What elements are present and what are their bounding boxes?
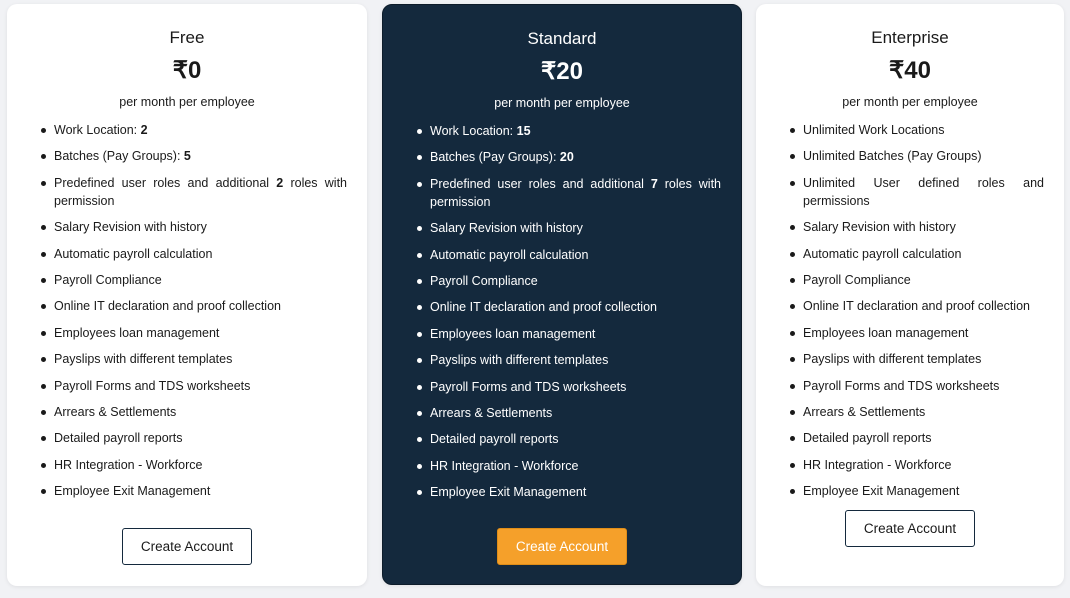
feature-item	[417, 325, 721, 343]
feature-text: Batches (Pay Groups):	[430, 150, 560, 165]
feature-item	[417, 272, 721, 290]
feature-text: Payslips with different templates	[54, 352, 233, 367]
feature-item	[417, 430, 721, 448]
bullet-icon	[417, 490, 422, 495]
feature-item	[790, 121, 1044, 139]
feature-text: Employees loan management	[430, 326, 596, 341]
feature-item	[41, 218, 347, 236]
feature-list	[417, 122, 721, 509]
feature-item	[790, 147, 1044, 165]
bullet-icon	[790, 278, 795, 283]
feature-text: Automatic payroll calculation	[54, 246, 213, 261]
bullet-icon	[41, 384, 46, 389]
feature-item	[41, 245, 347, 263]
bullet-icon	[790, 304, 795, 309]
feature-item	[41, 482, 347, 500]
feature-item	[417, 122, 721, 140]
create-account-button-standard[interactable]: Create Account	[497, 528, 627, 565]
feature-value: 5	[183, 149, 191, 164]
bullet-icon	[417, 464, 422, 469]
plan-name: Standard	[527, 29, 597, 48]
feature-item	[41, 377, 347, 395]
bullet-icon	[790, 331, 795, 336]
feature-list	[41, 121, 347, 508]
feature-text: roles with permission	[430, 176, 721, 209]
bullet-icon	[417, 279, 422, 284]
feature-value: 2	[276, 175, 284, 190]
feature-text: Employee Exit Management	[803, 484, 960, 499]
feature-item	[41, 324, 347, 342]
bullet-icon	[417, 385, 422, 390]
bullet-icon	[417, 332, 422, 337]
bullet-icon	[417, 411, 422, 416]
feature-text: Payroll Compliance	[430, 273, 538, 288]
feature-text: HR Integration - Workforce	[803, 457, 952, 472]
feature-text: roles with permission	[54, 175, 347, 208]
feature-text: Employees loan management	[54, 325, 220, 340]
feature-item	[41, 174, 347, 210]
bullet-icon	[417, 182, 422, 187]
plan-name: Enterprise	[871, 28, 949, 47]
plan-name: Free	[169, 28, 205, 47]
bullet-icon	[41, 436, 46, 441]
plan-period: per month per employee	[119, 95, 255, 109]
plan-period: per month per employee	[494, 96, 630, 110]
feature-text: Arrears & Settlements	[54, 404, 177, 419]
bullet-icon	[41, 304, 46, 309]
bullet-icon	[790, 225, 795, 230]
feature-item	[41, 429, 347, 447]
feature-text: Predefined user roles and additional	[54, 175, 277, 190]
bullet-icon	[790, 384, 795, 389]
plan-card-free	[7, 4, 367, 586]
feature-item	[790, 377, 1044, 395]
bullet-icon	[41, 410, 46, 415]
feature-item	[790, 297, 1044, 315]
feature-item	[41, 350, 347, 368]
feature-item	[790, 218, 1044, 236]
bullet-icon	[41, 489, 46, 494]
bullet-icon	[417, 129, 422, 134]
feature-text: Payroll Forms and TDS worksheets	[430, 379, 627, 394]
feature-item	[41, 297, 347, 315]
feature-item	[417, 298, 721, 316]
feature-item	[417, 404, 721, 422]
feature-text: Arrears & Settlements	[803, 404, 926, 419]
feature-text: Arrears & Settlements	[430, 405, 553, 420]
feature-item	[790, 271, 1044, 289]
bullet-icon	[417, 358, 422, 363]
feature-text: Automatic payroll calculation	[803, 246, 962, 261]
feature-text: Payslips with different templates	[803, 352, 982, 367]
feature-text: HR Integration - Workforce	[430, 458, 579, 473]
feature-text: Salary Revision with history	[54, 220, 207, 235]
bullet-icon	[417, 437, 422, 442]
feature-list	[790, 121, 1044, 508]
create-account-button-free[interactable]: Create Account	[122, 528, 252, 565]
feature-value: 7	[650, 176, 658, 191]
feature-item	[41, 271, 347, 289]
feature-item	[790, 324, 1044, 342]
bullet-icon	[417, 305, 422, 310]
feature-text: Payroll Compliance	[54, 272, 162, 287]
feature-text: Online IT declaration and proof collection	[430, 300, 657, 315]
feature-item	[41, 121, 347, 139]
bullet-icon	[41, 181, 46, 186]
bullet-icon	[41, 463, 46, 468]
bullet-icon	[790, 463, 795, 468]
bullet-icon	[790, 181, 795, 186]
feature-item	[790, 456, 1044, 474]
feature-item	[417, 378, 721, 396]
feature-item	[417, 483, 721, 501]
feature-text: Batches (Pay Groups):	[54, 149, 184, 164]
feature-text: Employees loan management	[803, 325, 969, 340]
feature-item	[790, 403, 1044, 421]
bullet-icon	[790, 436, 795, 441]
bullet-icon	[790, 489, 795, 494]
feature-text: Unlimited Work Locations	[803, 123, 945, 137]
feature-item	[417, 175, 721, 211]
feature-item	[417, 219, 721, 237]
feature-item	[41, 147, 347, 165]
feature-text: Salary Revision with history	[803, 220, 956, 235]
feature-text: Unlimited Batches (Pay Groups)	[803, 149, 982, 164]
plan-price: ₹0	[172, 57, 202, 84]
bullet-icon	[417, 155, 422, 160]
plan-price: ₹40	[889, 57, 931, 84]
plan-period: per month per employee	[842, 95, 978, 109]
feature-item	[417, 351, 721, 369]
feature-text: Payroll Compliance	[803, 272, 911, 287]
feature-text: Payroll Forms and TDS worksheets	[54, 378, 251, 393]
feature-value: 2	[140, 123, 148, 137]
feature-text: Detailed payroll reports	[54, 431, 183, 446]
feature-text: Online IT declaration and proof collection	[54, 299, 281, 314]
bullet-icon	[790, 357, 795, 362]
bullet-icon	[41, 225, 46, 230]
feature-text: Automatic payroll calculation	[430, 247, 589, 262]
feature-text: HR Integration - Workforce	[54, 457, 203, 472]
bullet-icon	[41, 252, 46, 257]
feature-item	[41, 403, 347, 421]
bullet-icon	[41, 154, 46, 159]
feature-value: 15	[516, 124, 531, 138]
bullet-icon	[41, 331, 46, 336]
bullet-icon	[417, 253, 422, 258]
bullet-icon	[790, 128, 795, 133]
plan-card-enterprise	[756, 4, 1064, 586]
bullet-icon	[790, 410, 795, 415]
feature-text: Salary Revision with history	[430, 221, 583, 236]
plan-price: ₹20	[541, 58, 583, 85]
bullet-icon	[41, 128, 46, 133]
feature-text: Online IT declaration and proof collection	[803, 299, 1030, 314]
feature-text: Detailed payroll reports	[430, 432, 559, 447]
plan-card-standard	[382, 4, 742, 585]
create-account-button-enterprise[interactable]: Create Account	[845, 510, 975, 547]
feature-text: Payroll Forms and TDS worksheets	[803, 378, 1000, 393]
feature-text: Detailed payroll reports	[803, 431, 932, 446]
feature-item	[790, 174, 1044, 210]
feature-text: Employee Exit Management	[430, 485, 587, 500]
feature-item	[790, 482, 1044, 500]
bullet-icon	[790, 252, 795, 257]
feature-text: Predefined user roles and additional	[430, 176, 651, 191]
feature-item	[790, 245, 1044, 263]
feature-item	[417, 457, 721, 475]
feature-item	[41, 456, 347, 474]
feature-text: Payslips with different templates	[430, 353, 609, 368]
feature-item	[790, 350, 1044, 368]
feature-text: Employee Exit Management	[54, 484, 211, 499]
feature-item	[417, 246, 721, 264]
bullet-icon	[790, 154, 795, 159]
feature-value: 20	[559, 150, 574, 165]
bullet-icon	[41, 357, 46, 362]
bullet-icon	[41, 278, 46, 283]
feature-item	[417, 148, 721, 166]
feature-item	[790, 429, 1044, 447]
feature-text: Unlimited User defined roles and permissions	[803, 175, 1044, 208]
feature-text: Work Location:	[430, 124, 517, 138]
bullet-icon	[417, 226, 422, 231]
feature-text: Work Location:	[54, 123, 141, 137]
